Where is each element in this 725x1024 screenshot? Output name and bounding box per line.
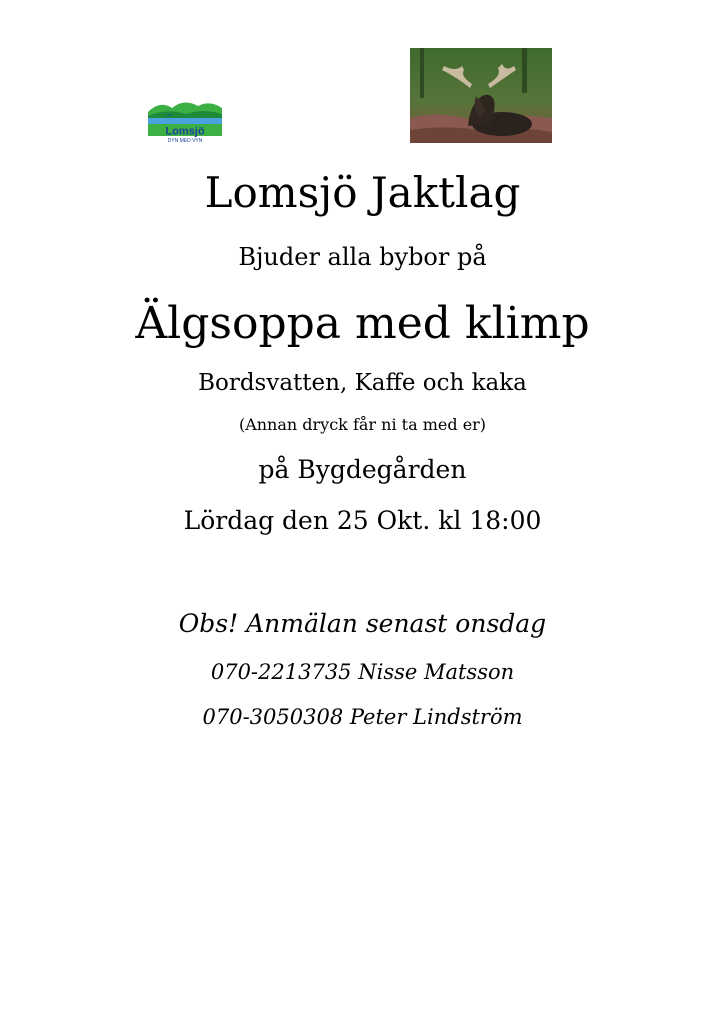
contact-line: 070-3050308 Peter Lindström — [202, 705, 523, 729]
svg-text:Lomsjö: Lomsjö — [165, 125, 205, 138]
contact-line: 070-2213735 Nisse Matsson — [210, 660, 515, 684]
venue-line: på Bygdegården — [258, 455, 467, 484]
lomsjo-logo — [146, 96, 224, 144]
registration-notice: Obs! Anmälan senast onsdag — [178, 609, 547, 638]
drinks-note: (Annan dryck får ni ta med er) — [238, 415, 487, 434]
flyer-title: Lomsjö Jaktlag — [204, 168, 521, 217]
svg-text:DYN MED VYN: DYN MED VYN — [167, 138, 203, 144]
refreshments-line: Bordsvatten, Kaffe och kaka — [198, 370, 527, 396]
moose-photo — [410, 48, 552, 143]
event-headline: Älgsoppa med klimp — [135, 298, 590, 349]
invitation-line: Bjuder alla bybor på — [238, 243, 487, 271]
event-datetime: Lördag den 25 Okt. kl 18:00 — [183, 506, 542, 535]
